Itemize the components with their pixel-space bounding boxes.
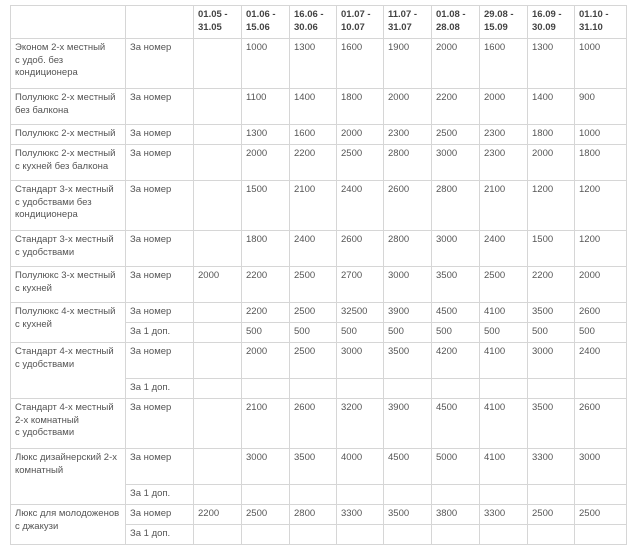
- price-cell: 4100: [480, 343, 528, 379]
- header-cell-period: 01.05 - 31.05: [194, 6, 242, 39]
- header-cell-period: 01.07 - 10.07: [337, 6, 384, 39]
- price-cell: [384, 485, 432, 505]
- price-cell: [242, 485, 290, 505]
- price-cell: 2500: [290, 267, 337, 303]
- header-cell-period: 01.08 - 28.08: [432, 6, 480, 39]
- price-cell: 4200: [432, 343, 480, 379]
- price-cell: [194, 399, 242, 449]
- price-cell: 3500: [528, 303, 575, 323]
- price-cell: [384, 379, 432, 399]
- price-cell: 2300: [480, 145, 528, 181]
- price-cell: 2600: [337, 231, 384, 267]
- pricing-unit-cell: За 1 доп.: [126, 525, 194, 545]
- price-cell: 2000: [194, 267, 242, 303]
- price-cell: [575, 379, 627, 399]
- price-cell: [242, 379, 290, 399]
- price-cell: 3500: [384, 343, 432, 379]
- header-cell-period: 29.08 - 15.09: [480, 6, 528, 39]
- price-cell: 500: [384, 323, 432, 343]
- price-cell: [194, 525, 242, 545]
- price-cell: 1300: [242, 125, 290, 145]
- price-cell: 2600: [290, 399, 337, 449]
- table-row: [11, 399, 627, 449]
- price-cell: 1300: [290, 39, 337, 89]
- price-cell: [194, 303, 242, 323]
- room-type-cell: Стандарт 4-х местный 2-х комнатный с удобствами: [11, 399, 126, 449]
- price-cell: 2800: [432, 181, 480, 231]
- price-cell: 3500: [384, 505, 432, 525]
- pricing-unit-cell: За номер: [126, 303, 194, 323]
- price-cell: 2200: [194, 505, 242, 525]
- price-cell: [194, 485, 242, 505]
- price-cell: 2500: [337, 145, 384, 181]
- price-cell: [337, 379, 384, 399]
- table-row: [11, 267, 627, 303]
- pricing-unit-cell: За номер: [126, 343, 194, 379]
- price-cell: [194, 231, 242, 267]
- price-cell: [337, 485, 384, 505]
- price-cell: [290, 379, 337, 399]
- price-cell: [194, 379, 242, 399]
- price-cell: [290, 525, 337, 545]
- price-cell: 2600: [575, 303, 627, 323]
- pricing-unit-cell: За номер: [126, 399, 194, 449]
- pricing-unit-cell: За номер: [126, 449, 194, 485]
- price-cell: 1800: [242, 231, 290, 267]
- room-type-cell: Люкс для молодоженов с джакузи: [11, 505, 126, 545]
- price-cell: [575, 525, 627, 545]
- pricing-unit-cell: За номер: [126, 145, 194, 181]
- price-cell: 1600: [290, 125, 337, 145]
- price-cell: 500: [575, 323, 627, 343]
- price-cell: 2700: [337, 267, 384, 303]
- price-cell: 3000: [432, 231, 480, 267]
- price-cell: 3300: [337, 505, 384, 525]
- price-cell: [528, 379, 575, 399]
- table-row: [11, 449, 627, 485]
- price-cell: [480, 379, 528, 399]
- header-cell-period: 16.06 - 30.06: [290, 6, 337, 39]
- table-row: [11, 303, 627, 323]
- price-cell: [384, 525, 432, 545]
- header-cell-period: 01.10 - 31.10: [575, 6, 627, 39]
- header-cell-period: 16.09 - 30.09: [528, 6, 575, 39]
- price-cell: 500: [290, 323, 337, 343]
- price-cell: 4100: [480, 303, 528, 323]
- room-type-cell: Полулюкс 4-х местный с кухней: [11, 303, 126, 343]
- pricing-unit-cell: За номер: [126, 89, 194, 125]
- price-cell: 1000: [242, 39, 290, 89]
- price-cell: 3900: [384, 399, 432, 449]
- table-body: [11, 39, 627, 545]
- price-cell: [194, 39, 242, 89]
- price-cell: 1200: [575, 231, 627, 267]
- header-cell-period: 01.06 - 15.06: [242, 6, 290, 39]
- price-cell: 1000: [575, 39, 627, 89]
- table-row: [11, 89, 627, 125]
- room-type-cell: Стандарт 3-х местный с удобствами без кондиционера: [11, 181, 126, 231]
- header-row: [11, 6, 627, 39]
- room-type-cell: Полулюкс 2-х местный с кухней без балкона: [11, 145, 126, 181]
- price-cell: 3000: [528, 343, 575, 379]
- price-cell: [432, 485, 480, 505]
- price-cell: 2500: [575, 505, 627, 525]
- price-cell: 2000: [242, 145, 290, 181]
- price-cell: [194, 449, 242, 485]
- price-cell: 2000: [480, 89, 528, 125]
- price-cell: 4100: [480, 449, 528, 485]
- price-cell: 3000: [384, 267, 432, 303]
- room-type-cell: Люкс дизайнерский 2-х комнатный: [11, 449, 126, 505]
- price-cell: 500: [528, 323, 575, 343]
- header-cell-blank: [11, 6, 126, 39]
- price-cell: 2500: [242, 505, 290, 525]
- price-cell: [337, 525, 384, 545]
- price-cell: 1000: [575, 125, 627, 145]
- price-cell: 2400: [290, 231, 337, 267]
- price-cell: 4500: [432, 399, 480, 449]
- pricing-unit-cell: За номер: [126, 39, 194, 89]
- price-cell: 1100: [242, 89, 290, 125]
- price-cell: 2500: [432, 125, 480, 145]
- table-row: [11, 505, 627, 525]
- price-cell: 2300: [384, 125, 432, 145]
- price-cell: [432, 525, 480, 545]
- pricing-unit-cell: За 1 доп.: [126, 379, 194, 399]
- price-cell: 1900: [384, 39, 432, 89]
- pricing-unit-cell: За номер: [126, 267, 194, 303]
- room-type-cell: Полулюкс 3-х местный с кухней: [11, 267, 126, 303]
- price-cell: 2200: [242, 303, 290, 323]
- price-cell: [194, 89, 242, 125]
- header-cell-blank: [126, 6, 194, 39]
- table-row: [11, 125, 627, 145]
- price-cell: 3000: [432, 145, 480, 181]
- price-cell: 3000: [242, 449, 290, 485]
- price-cell: [528, 525, 575, 545]
- price-cell: 3000: [337, 343, 384, 379]
- price-cell: 1400: [290, 89, 337, 125]
- price-cell: [575, 485, 627, 505]
- price-cell: [432, 379, 480, 399]
- price-cell: 1600: [480, 39, 528, 89]
- price-cell: 4100: [480, 399, 528, 449]
- price-cell: 2800: [384, 145, 432, 181]
- price-cell: 500: [432, 323, 480, 343]
- price-cell: [194, 181, 242, 231]
- price-cell: [194, 323, 242, 343]
- price-cell: 4500: [384, 449, 432, 485]
- price-cell: 2100: [242, 399, 290, 449]
- header-cell-period: 11.07 - 31.07: [384, 6, 432, 39]
- price-cell: 1500: [242, 181, 290, 231]
- table-row: [11, 39, 627, 89]
- price-cell: 2000: [432, 39, 480, 89]
- room-type-cell: Полулюкс 2-х местный без балкона: [11, 89, 126, 125]
- pricing-unit-cell: За номер: [126, 125, 194, 145]
- price-cell: 2100: [480, 181, 528, 231]
- price-cell: 2000: [575, 267, 627, 303]
- price-cell: 3300: [480, 505, 528, 525]
- price-cell: 1600: [337, 39, 384, 89]
- price-cell: 2000: [337, 125, 384, 145]
- price-cell: [194, 343, 242, 379]
- price-cell: 2400: [480, 231, 528, 267]
- price-cell: 1800: [575, 145, 627, 181]
- price-cell: 3000: [575, 449, 627, 485]
- price-cell: 3500: [290, 449, 337, 485]
- price-cell: 2100: [290, 181, 337, 231]
- pricing-unit-cell: За номер: [126, 181, 194, 231]
- room-type-cell: Полулюкс 2-х местный: [11, 125, 126, 145]
- price-cell: 900: [575, 89, 627, 125]
- price-cell: 3200: [337, 399, 384, 449]
- price-cell: 4000: [337, 449, 384, 485]
- pricing-unit-cell: За 1 доп.: [126, 323, 194, 343]
- price-cell: 1800: [528, 125, 575, 145]
- price-cell: 2200: [528, 267, 575, 303]
- price-cell: 2500: [480, 267, 528, 303]
- price-cell: [194, 125, 242, 145]
- price-cell: [480, 485, 528, 505]
- price-cell: 2800: [290, 505, 337, 525]
- price-cell: 4500: [432, 303, 480, 323]
- price-cell: 2400: [575, 343, 627, 379]
- price-cell: 3500: [432, 267, 480, 303]
- price-table: [10, 5, 627, 545]
- price-cell: 2500: [290, 303, 337, 323]
- price-cell: 3300: [528, 449, 575, 485]
- price-cell: 2500: [528, 505, 575, 525]
- table-row: [11, 145, 627, 181]
- price-cell: 2000: [384, 89, 432, 125]
- room-type-cell: Эконом 2-х местный с удоб. без кондиционера: [11, 39, 126, 89]
- price-cell: [194, 145, 242, 181]
- price-cell: 1800: [337, 89, 384, 125]
- price-cell: 3900: [384, 303, 432, 323]
- price-cell: 32500: [337, 303, 384, 323]
- price-cell: [290, 485, 337, 505]
- table-row: [11, 181, 627, 231]
- price-cell: 500: [337, 323, 384, 343]
- price-cell: 2000: [242, 343, 290, 379]
- pricing-unit-cell: За номер: [126, 505, 194, 525]
- price-cell: 1400: [528, 89, 575, 125]
- price-cell: 2000: [528, 145, 575, 181]
- pricing-unit-cell: За номер: [126, 231, 194, 267]
- price-cell: 2300: [480, 125, 528, 145]
- price-cell: 1200: [575, 181, 627, 231]
- price-cell: 2200: [432, 89, 480, 125]
- price-cell: 2600: [384, 181, 432, 231]
- price-cell: 2800: [384, 231, 432, 267]
- price-cell: [480, 525, 528, 545]
- table-row: [11, 231, 627, 267]
- price-cell: [242, 525, 290, 545]
- price-cell: 1200: [528, 181, 575, 231]
- price-cell: 3800: [432, 505, 480, 525]
- price-cell: 5000: [432, 449, 480, 485]
- price-cell: 2400: [337, 181, 384, 231]
- table-header: [11, 6, 627, 39]
- price-cell: 1300: [528, 39, 575, 89]
- price-cell: 2200: [290, 145, 337, 181]
- price-cell: 2500: [290, 343, 337, 379]
- room-type-cell: Стандарт 4-х местный с удобствами: [11, 343, 126, 399]
- price-cell: 2200: [242, 267, 290, 303]
- price-cell: 1500: [528, 231, 575, 267]
- price-cell: 500: [242, 323, 290, 343]
- pricing-unit-cell: За 1 доп.: [126, 485, 194, 505]
- table-row: [11, 343, 627, 379]
- room-type-cell: Стандарт 3-х местный с удобствами: [11, 231, 126, 267]
- price-cell: 2600: [575, 399, 627, 449]
- price-cell: [528, 485, 575, 505]
- price-cell: 3500: [528, 399, 575, 449]
- price-cell: 500: [480, 323, 528, 343]
